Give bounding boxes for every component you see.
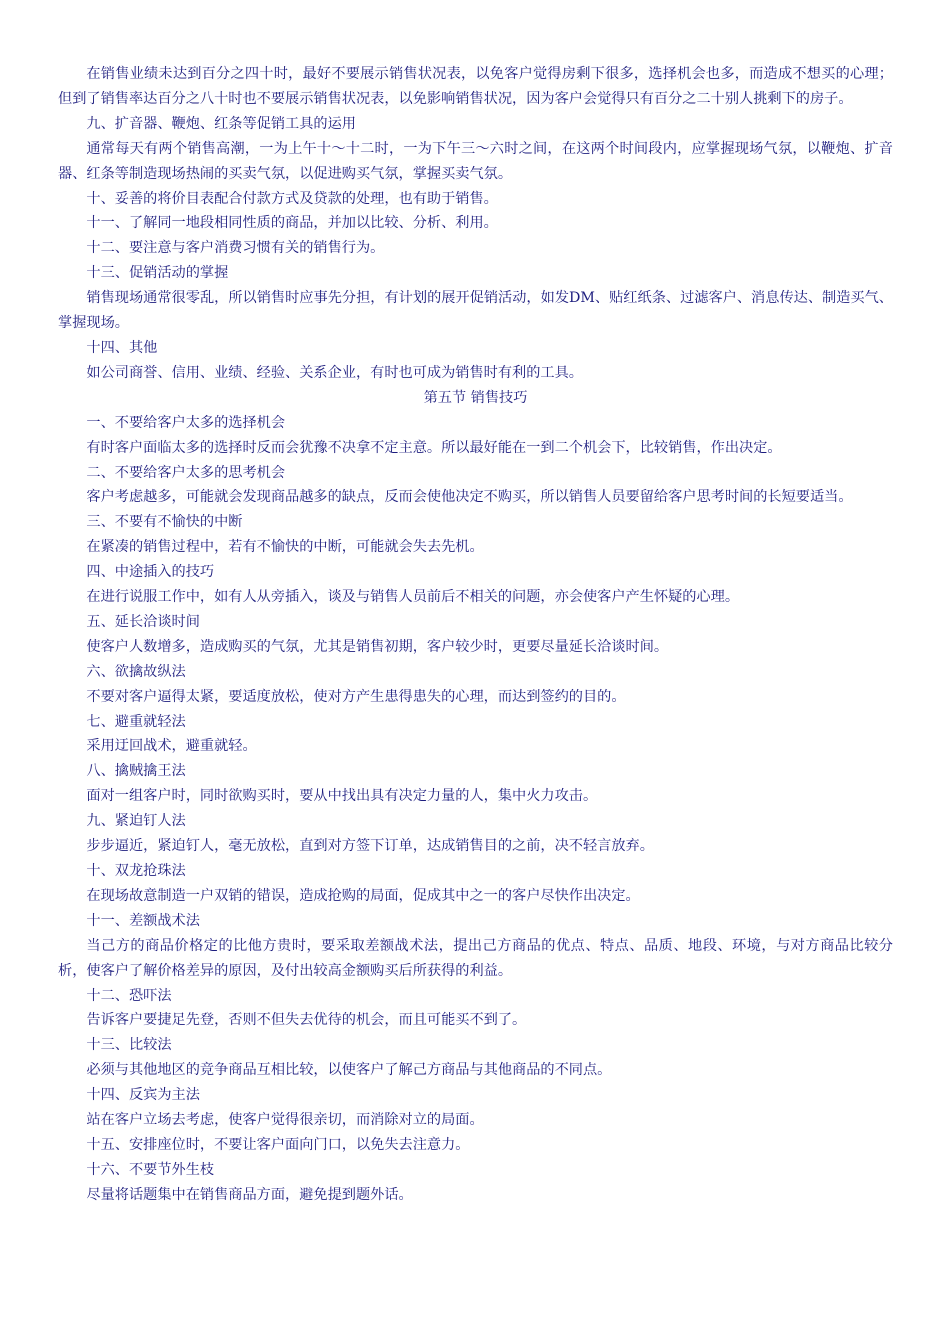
heading-10-price: 十、妥善的将价目表配合付款方式及贷款的处理，也有助于销售。 bbox=[86, 190, 498, 207]
paragraph-t5: 使客户人数增多，造成购买的气氛，尤其是销售初期，客户较少时，更要尽量延长洽谈时间。 bbox=[86, 638, 669, 655]
paragraph-t11: 当己方的商品价格定的比他方贵时，要采取差额战术法，提出己方商品的优点、特点、品质、地段、环境，与对方商品比较分析，使客户了解价格差异的原因，及付出较高金额购买后所获得的利益。 bbox=[58, 937, 893, 979]
heading-t7: 七、避重就轻法 bbox=[86, 713, 186, 730]
heading-t15: 十五、安排座位时，不要让客户面向门口，以免失去注意力。 bbox=[86, 1136, 470, 1153]
paragraph-sales-peak: 通常每天有两个销售高潮，一为上午十～十二时，一为下午三～六时之间，在这两个时间段内，应掌握现场气氛，以鞭炮、扩音器、红条等制造现场热闹的买卖气氛，以促进购买气氛，掌握买卖气氛。 bbox=[58, 140, 893, 182]
document-page bbox=[58, 62, 893, 1208]
heading-9-tools: 九、扩音器、鞭炮、红条等促销工具的运用 bbox=[86, 115, 356, 132]
paragraph-t13: 必须与其他地区的竞争商品互相比较，以使客户了解己方商品与其他商品的不同点。 bbox=[86, 1062, 612, 1079]
paragraph-sales-report: 在销售业绩未达到百分之四十时，最好不要展示销售状况表，以免客户觉得房剩下很多，选择机会也多，而造成不想买的心理；但到了销售率达百分之八十时也不要展示销售状况表，以免影响销售状况，因为客户会觉得只有百分之二十别人挑剩下的房子。 bbox=[58, 66, 893, 107]
heading-t8: 八、擒贼擒王法 bbox=[86, 763, 186, 780]
paragraph-t6: 不要对客户逼得太紧，要适度放松，使对方产生患得患失的心理，而达到签约的目的。 bbox=[86, 688, 626, 705]
heading-t12: 十二、恐吓法 bbox=[86, 987, 172, 1004]
section-title: 第五节 销售技巧 bbox=[423, 389, 528, 406]
heading-t1: 一、不要给客户太多的选择机会 bbox=[86, 414, 286, 431]
heading-t16: 十六、不要节外生枝 bbox=[86, 1161, 215, 1178]
paragraph-t7: 采用迂回战术，避重就轻。 bbox=[86, 738, 257, 755]
heading-13-promotion: 十三、促销活动的掌握 bbox=[86, 265, 229, 282]
paragraph-t9: 步步逼近，紧迫钉人，毫无放松，直到对方签下订单，达成销售目的之前，决不轻言放弃。 bbox=[86, 838, 654, 855]
paragraph-t1: 有时客户面临太多的选择时反而会犹豫不决拿不定主意。所以最好能在一到二个机会下，比较销售，作出决定。 bbox=[86, 439, 782, 456]
heading-12-habits: 十二、要注意与客户消费习惯有关的销售行为。 bbox=[86, 240, 385, 257]
heading-14-other: 十四、其他 bbox=[86, 339, 158, 356]
heading-t4: 四、中途插入的技巧 bbox=[86, 564, 215, 581]
paragraph-other: 如公司商誉、信用、业绩、经验、关系企业，有时也可成为销售时有利的工具。 bbox=[86, 364, 583, 381]
heading-t9: 九、紧迫钉人法 bbox=[86, 813, 186, 830]
paragraph-t4: 在进行说服工作中，如有人从旁插入，谈及与销售人员前后不相关的问题，亦会使客户产生怀疑的心理。 bbox=[86, 589, 740, 606]
paragraph-t3: 在紧凑的销售过程中，若有不愉快的中断，可能就会失去先机。 bbox=[86, 539, 484, 556]
heading-t14: 十四、反宾为主法 bbox=[86, 1087, 200, 1104]
heading-t3: 三、不要有不愉快的中断 bbox=[86, 514, 243, 531]
paragraph-t12: 告诉客户要捷足先登，否则不但失去优待的机会，而且可能买不到了。 bbox=[86, 1012, 527, 1029]
paragraph-promotion: 销售现场通常很零乱，所以销售时应事先分担，有计划的展开促销活动，如发DM、贴红纸条、过滤客户、消息传达、制造买气、掌握现场。 bbox=[58, 290, 893, 332]
heading-t2: 二、不要给客户太多的思考机会 bbox=[86, 464, 286, 481]
heading-t6: 六、欲擒故纵法 bbox=[86, 663, 186, 680]
paragraph-t8: 面对一组客户时，同时欲购买时，要从中找出具有决定力量的人，集中火力攻击。 bbox=[86, 788, 598, 805]
heading-11-compare: 十一、了解同一地段相同性质的商品，并加以比较、分析、利用。 bbox=[86, 215, 498, 232]
paragraph-t2: 客户考虑越多，可能就会发现商品越多的缺点，反而会使他决定不购买，所以销售人员要留给客户思考时间的长短要适当。 bbox=[86, 489, 853, 506]
heading-t13: 十三、比较法 bbox=[86, 1037, 172, 1054]
heading-t5: 五、延长洽谈时间 bbox=[86, 613, 200, 630]
paragraph-t10: 在现场故意制造一户双销的错误，造成抢购的局面，促成其中之一的客户尽快作出决定。 bbox=[86, 887, 640, 904]
paragraph-t16: 尽量将话题集中在销售商品方面，避免提到题外话。 bbox=[86, 1186, 413, 1203]
heading-t11: 十一、差额战术法 bbox=[86, 912, 200, 929]
heading-t10: 十、双龙抢珠法 bbox=[86, 863, 186, 879]
paragraph-t14: 站在客户立场去考虑，使客户觉得很亲切，而消除对立的局面。 bbox=[86, 1112, 484, 1129]
